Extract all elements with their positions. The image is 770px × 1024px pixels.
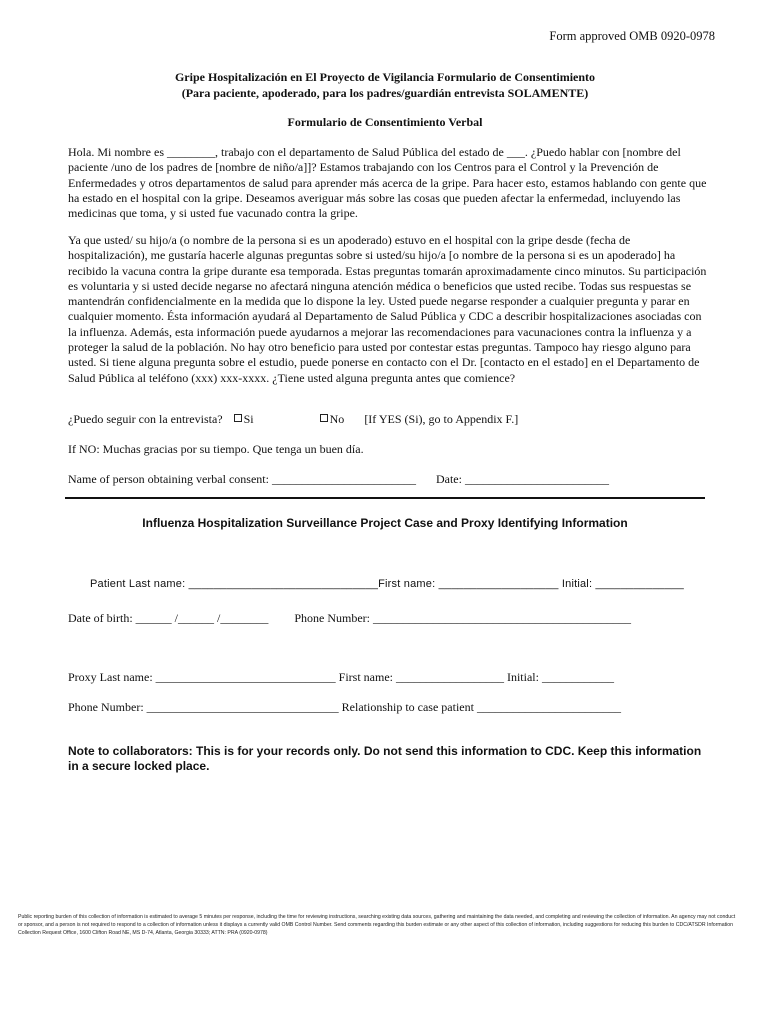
question-text: ¿Puedo seguir con la entrevista? — [68, 412, 223, 426]
checkbox-si[interactable] — [234, 414, 242, 422]
identifying-info-heading: Influenza Hospitalization Surveillance Project Case and Proxy Identifying Information — [142, 516, 628, 530]
dob-phone-fields — [68, 611, 631, 626]
form-title: Gripe Hospitalización en El Proyecto de Vigilancia Formulario de Consentimiento — [174, 70, 596, 84]
date-of-birth-field[interactable]: Date of birth: ______ /______ /________ — [68, 611, 269, 625]
patient-name-fields[interactable]: Patient Last name: ______________________________First name: ___________________ Initial: ______________ — [90, 578, 684, 590]
if-yes-instruction: [If YES (Si), go to Appendix F.] — [364, 412, 519, 426]
collaborator-note: Note to collaborators: This is for your records only. Do not send this information to CDC. Keep this information in a secure locked place. — [68, 744, 702, 773]
patient-phone-field[interactable]: Phone Number: ___________________________________________ — [294, 611, 631, 625]
proxy-phone-relationship-fields[interactable]: Phone Number: ________________________________ Relationship to case patient ________________________ — [68, 700, 621, 714]
proxy-name-fields[interactable]: Proxy Last name: ______________________________ First name: __________________ Initial: ____________ — [68, 670, 614, 684]
consent-name-field[interactable]: Name of person obtaining verbal consent: ________________________ — [68, 472, 416, 486]
if-no-response: If NO: Muchas gracias por su tiempo. Que tenga un buen día. — [68, 442, 364, 456]
option-no-label: No — [329, 412, 345, 426]
consent-date-field[interactable]: Date: ________________________ — [435, 472, 609, 486]
burden-statement: Public reporting burden of this collection of information is estimated to average 5 minutes per response, including the time for reviewing instructions, searching existing data sources, gathering and maintaining the data needed, and completing and reviewing the collection of information. An agency may not conduct or sponsor, and a person is not required to respond to a collection of information unless it displays a currently valid OMB Control Number. Send comments regarding this burden estimate or any other aspect of this collection of information, including suggestions for reducing this burden to CDC/ATSDR Information Collection Request Office, 1600 Clifton Road NE, MS D-74, Atlanta, Georgia 30333; ATTN: PRA (0920-0978) — [18, 914, 736, 936]
form-title-subline: (Para paciente, apoderado, para los padres/guardián entrevista SOLAMENTE) — [181, 86, 589, 100]
section-divider — [65, 497, 705, 499]
consent-signature-line — [68, 472, 609, 487]
checkbox-no[interactable] — [320, 414, 328, 422]
consent-paragraph-intro: Hola. Mi nombre es ________, trabajo con el departamento de Salud Pública del estado de ___. ¿Puedo hablar con [nombre del paciente /uno de los padres de [nombre de niño/a]]? Estamos trabajando con los Centros para el Control y la Prevención de Enfermedades y otros departamentos de salud para aprender más acerca de la gripe. Para hacer esto, estamos hablando con gente que ha estado en el hospital con la gripe. Deseamos averiguar más sobre las cosas que pueden afectar la enfermedad, incluyendo las medicinas que toma, y si usted fue vacunado contra la gripe. — [68, 145, 707, 221]
consent-paragraph-details: Ya que usted/ su hijo/a (o nombre de la persona si es un apoderado) estuvo en el hospital con la gripe desde (fecha de hospitalización), me gustaría hacerle algunas preguntas sobre si usted/su hijo/a [o nombre de la persona si es un apoderado] ha recibido la vacuna contra la gripe durante esa temporada. Estas preguntas tomarán aproximadamente cinco minutos. Su participación es voluntaria y si usted decide negarse no afectará ninguna atención médica o beneficios que usted recibe. Todas sus respuestas se mantendrán confidencialmente en la medida que lo dispone la ley. Usted puede negarse responder a cualquier pregunta y parar en cualquier momento. Ésta información ayudará al Departamento de Salud Pública y CDC a describir hospitalizaciones asociadas con la influenza. Además, esta información puede ayudarnos a mejorar las recomendaciones para vacunaciones contra la influenza y a proteger la salud de la población. No hay otro beneficio para usted por contestar estas preguntas. Tampoco hay riesgo alguno para usted. Si tiene alguna pregunta sobre el estudio, puede ponerse en contacto con el Dr. [contacto en el estado] en el Departamento de Salud Pública al teléfono (xxx) xxx-xxxx. ¿Tiene usted alguna pregunta antes que comience? — [68, 233, 707, 385]
verbal-consent-heading: Formulario de Consentimiento Verbal — [287, 115, 483, 129]
continue-interview-question — [68, 412, 518, 427]
omb-number: Form approved OMB 0920-0978 — [549, 29, 715, 43]
option-si-label: Si — [243, 412, 254, 426]
